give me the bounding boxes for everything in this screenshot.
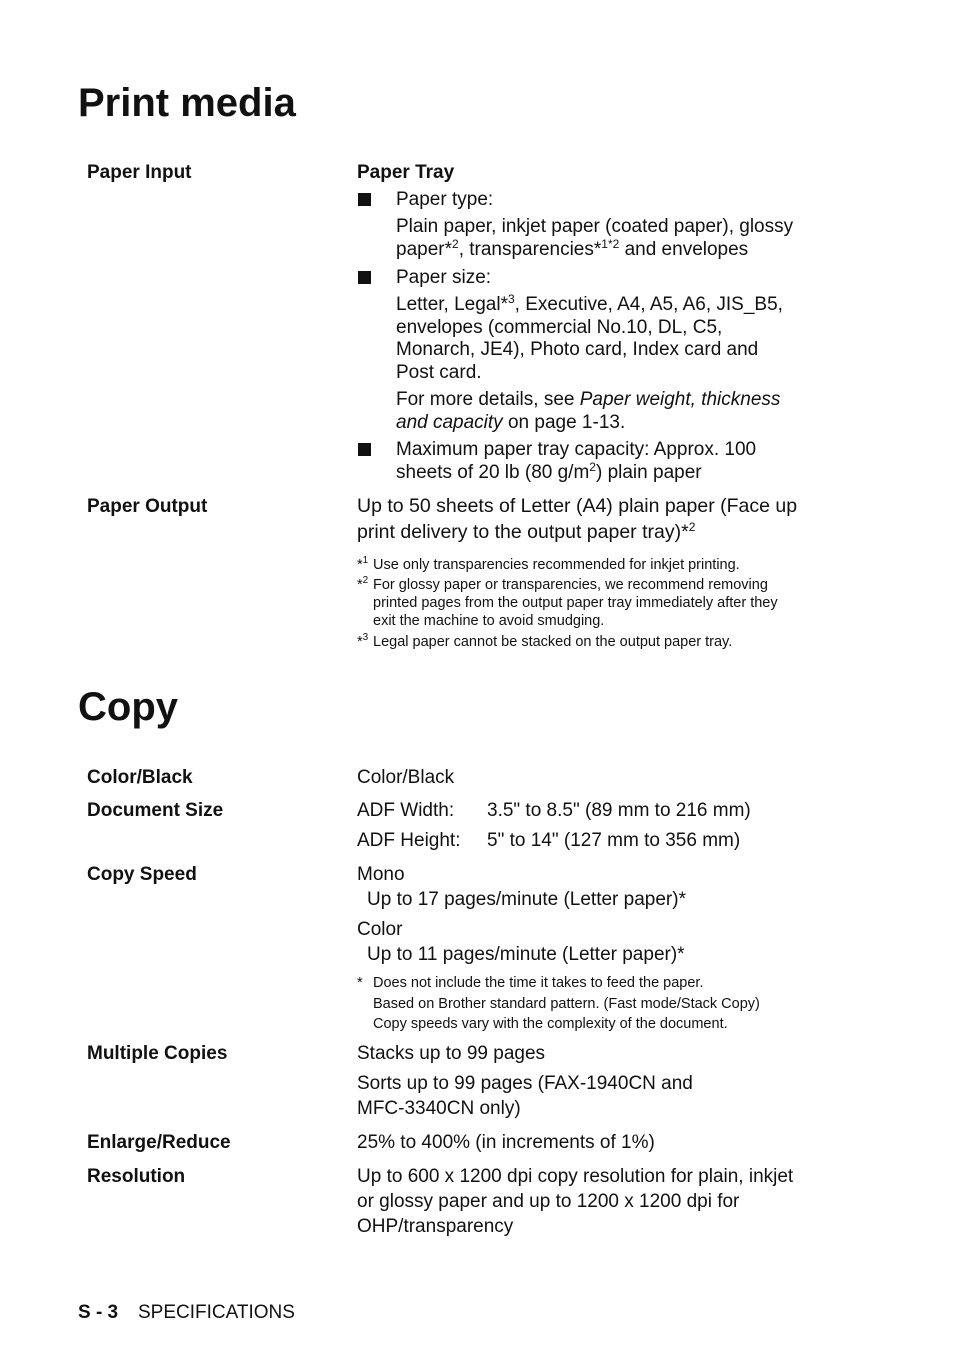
footnote-2-mark: *$^2$ — [357, 575, 369, 593]
paper-size-line-3: Monarch, JE4), Photo card, Index card and — [396, 339, 759, 360]
adf-height-key: ADF Height: — [357, 830, 461, 851]
document-size-label: Document Size — [87, 800, 224, 821]
paper-output-line-2: print delivery to the output paper tray)*$^2$ — [357, 520, 696, 543]
footnote-2-line-1: For glossy paper or transparencies, we recommend removing — [373, 577, 768, 593]
paper-output-label: Paper Output — [87, 496, 208, 517]
copy-speed-mono-value: Up to 17 pages/minute (Letter paper)* — [367, 889, 686, 910]
color-black-value: Color/Black — [357, 767, 455, 788]
multiple-copies-sorts-line-2: MFC-3340CN only) — [357, 1098, 521, 1119]
footnote-3-mark: *$^3$ — [357, 632, 369, 650]
adf-width-key: ADF Width: — [357, 800, 455, 821]
details-reference-line-1: For more details, see Paper weight, thickness — [396, 389, 781, 410]
bullet-square-icon — [358, 193, 371, 206]
adf-width-value: 3.5" to 8.5" (89 mm to 216 mm) — [487, 800, 751, 821]
copy-speed-label: Copy Speed — [87, 864, 197, 885]
paper-size-title: Paper size: — [396, 267, 492, 288]
paper-output-line-1: Up to 50 sheets of Letter (A4) plain paper (Face up — [357, 495, 798, 517]
page-number: S - 3 — [78, 1302, 119, 1323]
multiple-copies-label: Multiple Copies — [87, 1043, 228, 1064]
footnote-2-line-2: printed pages from the output paper tray immediately after they — [373, 595, 778, 611]
footnote-2-line-3: exit the machine to avoid smudging. — [373, 613, 605, 629]
paper-weight-link-cont[interactable]: and capacity — [396, 412, 503, 433]
bullet-square-icon — [358, 271, 371, 284]
paper-type-title: Paper type: — [396, 189, 494, 210]
footnote-1-text: Use only transparencies recommended for inkjet printing. — [373, 557, 740, 573]
resolution-line-2: or glossy paper and up to 1200 x 1200 dpi for — [357, 1191, 740, 1212]
resolution-line-1: Up to 600 x 1200 dpi copy resolution for plain, inkjet — [357, 1166, 794, 1187]
paper-size-line-2: envelopes (commercial No.10, DL, C5, — [396, 317, 723, 338]
paper-input-label: Paper Input — [87, 162, 192, 183]
adf-height-value: 5" to 14" (127 mm to 356 mm) — [487, 830, 741, 851]
enlarge-reduce-label: Enlarge/Reduce — [87, 1132, 231, 1153]
paper-tray-title: Paper Tray — [357, 162, 455, 183]
bullet-square-icon — [358, 443, 371, 456]
footnote-1-mark: *$^1$ — [357, 555, 369, 573]
copy-speed-note-line-3: Copy speeds vary with the complexity of the document. — [373, 1016, 728, 1032]
copy-speed-color-value: Up to 11 pages/minute (Letter paper)* — [367, 944, 685, 965]
copy-speed-color-title: Color — [357, 919, 403, 940]
section-name: SPECIFICATIONS — [138, 1302, 295, 1323]
print-media-heading: Print media — [78, 81, 296, 125]
multiple-copies-stacks: Stacks up to 99 pages — [357, 1043, 546, 1064]
paper-type-line-1: Plain paper, inkjet paper (coated paper), glossy — [396, 216, 794, 237]
copy-speed-note-line-1: Does not include the time it takes to feed the paper. — [373, 975, 704, 991]
paper-type-line-2: paper*$^2$, transparencies*$^{1*2}$ and envelopes — [396, 237, 749, 260]
enlarge-reduce-value: 25% to 400% (in increments of 1%) — [357, 1132, 655, 1153]
copy-speed-note-line-2: Based on Brother standard pattern. (Fast mode/Stack Copy) — [373, 996, 760, 1012]
color-black-label: Color/Black — [87, 767, 193, 788]
details-reference-line-2: and capacity on page 1-13. — [396, 412, 626, 433]
copy-heading: Copy — [78, 685, 178, 729]
multiple-copies-sorts-line-1: Sorts up to 99 pages (FAX-1940CN and — [357, 1073, 693, 1094]
capacity-line-2: sheets of 20 lb (80 $g/m^2$) plain paper — [396, 460, 702, 483]
copy-speed-note-mark: * — [357, 975, 363, 991]
paper-weight-link[interactable]: Paper weight, thickness — [579, 389, 781, 410]
paper-size-line-4: Post card. — [396, 362, 482, 383]
copy-speed-mono-title: Mono — [357, 864, 405, 885]
footnote-3-text: Legal paper cannot be stacked on the output paper tray. — [373, 634, 733, 650]
paper-size-line-1: Letter, Legal*$^3$, Executive, A4, A5, A6, JIS_B5, — [396, 292, 783, 315]
resolution-label: Resolution — [87, 1166, 186, 1187]
resolution-line-3: OHP/transparency — [357, 1216, 514, 1237]
capacity-line-1: Maximum paper tray capacity: Approx. 100 — [396, 439, 757, 460]
